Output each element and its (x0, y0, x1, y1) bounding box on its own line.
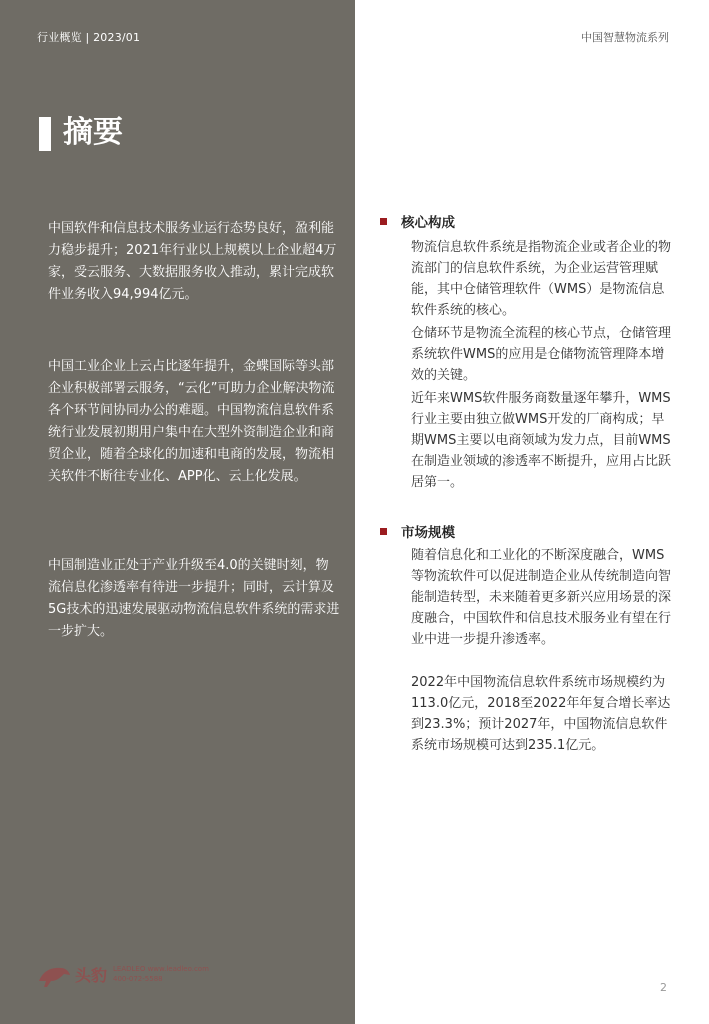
page-number: 2 (660, 981, 667, 994)
logo-phone: 400-072-5588 (113, 975, 163, 983)
leopard-logo-icon (37, 959, 71, 989)
logo-contact (113, 964, 209, 984)
section-heading-label: 核心构成 (401, 215, 455, 231)
core-paragraph-1: 物流信息软件系统是指物流企业或者企业的物流部门的信息软件系统，为企业运营管理赋能，其中仓储管理软件（WMS）是物流信息软件系统的核心。 (411, 240, 672, 318)
section-heading-core (380, 211, 455, 231)
market-paragraph-2: 2022年中国物流信息软件系统市场规模约为113.0亿元，2018至2022年年复合增长率达到23.3%；预计2027年，中国物流信息软件系统市场规模可达到235.1亿元。 (411, 675, 671, 753)
summary-paragraph-1: 中国软件和信息技术服务业运行态势良好，盈利能力稳步提升；2021年行业以上规模以上企业超4万家，受云服务、大数据服务收入推动，累计完成软件业务收入94,994亿元。 (48, 221, 337, 302)
square-bullet-icon (380, 528, 387, 535)
report-meta: 行业概览 | 2023/01 (37, 31, 141, 44)
square-bullet-icon (380, 218, 387, 225)
core-paragraph-2: 仓储环节是物流全流程的核心节点，仓储管理系统软件WMS的应用是仓储物流管理降本增效的关键。 (411, 326, 672, 383)
market-paragraph-1: 随着信息化和工业化的不断深度融合，WMS等物流软件可以促进制造企业从传统制造向智能制造转型，未来随着更多新兴应用场景的深度融合，中国软件和信息技术服务业有望在行业中进一步提升渗透率。 (411, 548, 672, 647)
logo-name: 头豹 (75, 965, 108, 985)
summary-paragraph-2: 中国工业企业上云占比逐年提升，金蝶国际等头部企业积极部署云服务，“云化”可助力企业解决物流各个环节间协同办公的难题。中国物流信息软件系统行业发展初期用户集中在大型外资制造企业和商贸企业，随着全球化的加速和电商的发展，物流相关软件不断往专业化、APP化、云上化发展。 (48, 359, 335, 484)
section-heading-market (380, 521, 455, 541)
core-paragraph-3: 近年来WMS软件服务商数量逐年攀升，WMS行业主要由独立做WMS开发的厂商构成；早期WMS主要以电商领域为发力点，目前WMS在制造业领域的渗透率不断提升，应用占比跃居第一。 (411, 391, 672, 490)
logo-website: LEADLEO www.leadleo.com (113, 965, 209, 973)
section-heading-label: 市场规模 (401, 525, 455, 541)
page-title: 摘要 (63, 115, 123, 150)
summary-paragraph-3: 中国制造业正处于产业升级至4.0的关键时刻，物流信息化渗透率有待进一步提升；同时，云计算及5G技术的迅速发展驱动物流信息软件系统的需求进一步扩大。 (48, 558, 340, 639)
footer-logo (37, 957, 237, 991)
series-title: 中国智慧物流系列 (581, 31, 669, 44)
title-bar-icon (39, 117, 51, 151)
